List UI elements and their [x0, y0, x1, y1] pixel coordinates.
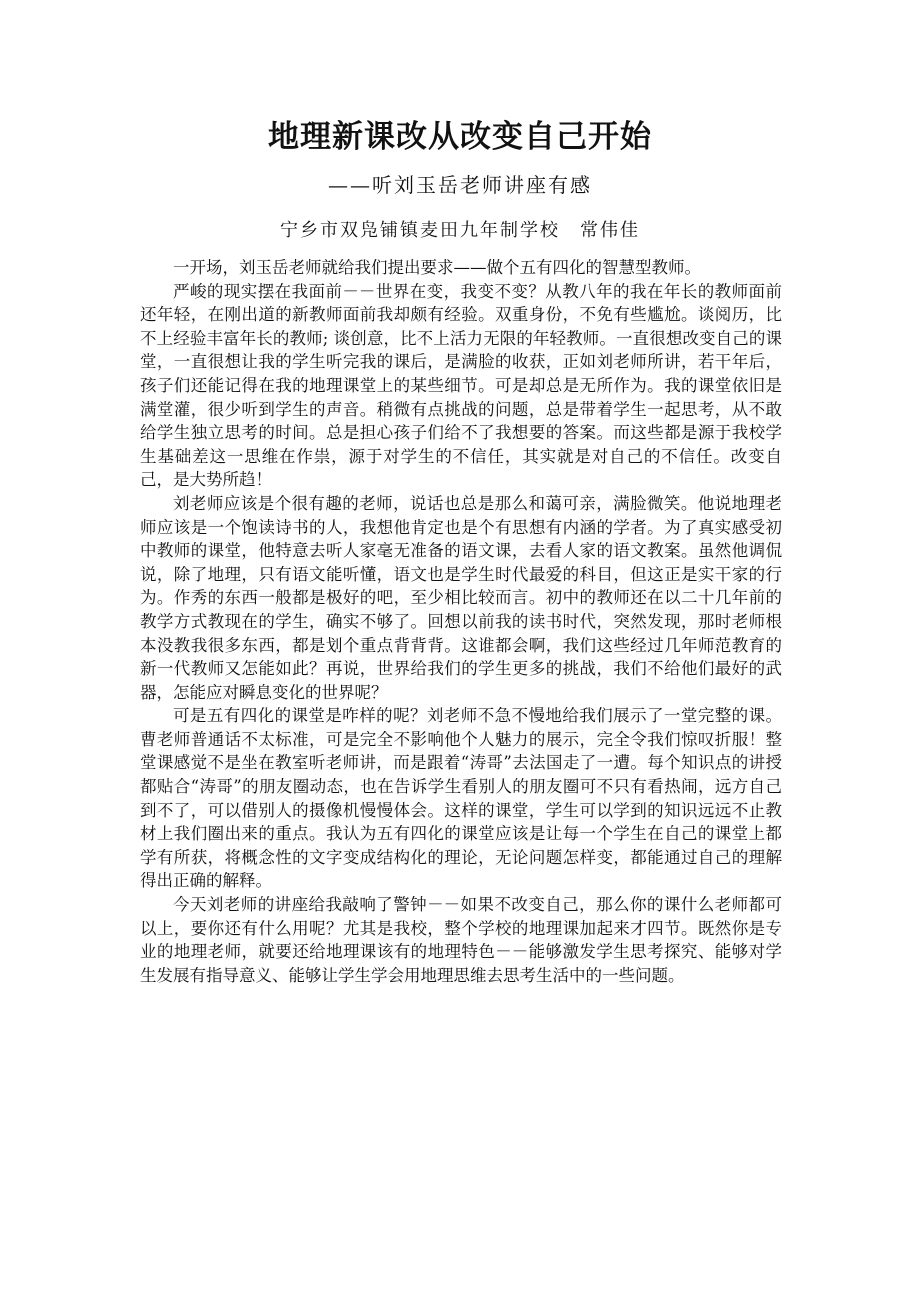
author-line: 宁乡市双凫铺镇麦田九年制学校 常伟佳 [280, 220, 640, 241]
article-body [140, 256, 782, 987]
document-subtitle: ——听刘玉岳老师讲座有感 [328, 173, 592, 197]
paragraph-1: 一开场，刘玉岳老师就给我们提出要求——做个五有四化的智慧型教师。 [173, 258, 701, 277]
paragraph-5: 今天刘老师的讲座给我敲响了警钟－－如果不改变自己，那么你的课什么老师都可以上，要你还有什么用呢？尤其是我校，整个学校的地理课加起来才四节。既然你是专业的地理老师，就要还给地理课该有的地理特色－－能够激发学生思考探究、能够对学生发展有指导意义、能够让学生学会用地理思维去思考生活中的一些问题。 [140, 895, 782, 985]
document-title: 地理新课改从改变自己开始 [268, 119, 652, 155]
paragraph-3: 刘老师应该是个很有趣的老师，说话也总是那么和蔼可亲，满脸微笑。他说地理老师应该是一个饱读诗书的人，我想他肯定也是个有思想有内涵的学者。为了真实感受初中教师的课堂，他特意去听人家毫无准备的语文课，去看人家的语文教案。虽然他调侃说，除了地理，只有语文能听懂，语文也是学生时代最爱的科目，但这正是实干家的行为。作秀的东西一般都是极好的吧，至少相比较而言。初中的教师还在以二十几年前的教学方式教现在的学生，确实不够了。回想以前我的读书时代，突然发现，那时老师根本没教我很多东西，都是划个重点背背背。这谁都会啊，我们这些经过几年师范教育的新一代教师又怎能如此？再说，世界给我们的学生更多的挑战，我们不给他们最好的武器，怎能应对瞬息变化的世界呢？ [140, 493, 782, 702]
paragraph-2: 严峻的现实摆在我面前－－世界在变，我变不变？从教八年的我在年长的教师面前还年轻，在刚出道的新教师面前我却颇有经验。双重身份，不免有些尴尬。谈阅历，比不上经验丰富年长的教师; 谈创意，比不上活力无限的年轻教师。一直很想改变自己的课堂，一直很想让我的学生听完我的课后，是满脸的收获，正如刘老师所讲，若干年后，孩子们还能记得在我的地理课堂上的某些细节。可是却总是无所作为。我的课堂依旧是满堂灌，很少听到学生的声音。稍微有点挑战的问题，总是带着学生一起思考，从不敢给学生独立思考的时间。总是担心孩子们给不了我想要的答案。而这些都是源于我校学生基础差这一思维在作祟，源于对学生的不信任，其实就是对自己的不信任。改变自己，是大势所趋！ [140, 281, 782, 490]
paragraph-4: 可是五有四化的课堂是咋样的呢？刘老师不急不慢地给我们展示了一堂完整的课。曹老师普通话不太标准，可是完全不影响他个人魅力的展示，完全令我们惊叹折服！整堂课感觉不是坐在教室听老师讲，而是跟着“涛哥”去法国走了一遭。每个知识点的讲授都贴合“涛哥”的朋友圈动态，也在告诉学生看别人的朋友圈可不只有看热闹，远方自己到不了，可以借别人的摄像机慢慢体会。这样的课堂，学生可以学到的知识远远不止教材上我们圈出来的重点。我认为五有四化的课堂应该是让每一个学生在自己的课堂上都学有所获，将概念性的文字变成结构化的理论，无论问题怎样变，都能通过自己的理解得出正确的解释。 [140, 706, 782, 891]
